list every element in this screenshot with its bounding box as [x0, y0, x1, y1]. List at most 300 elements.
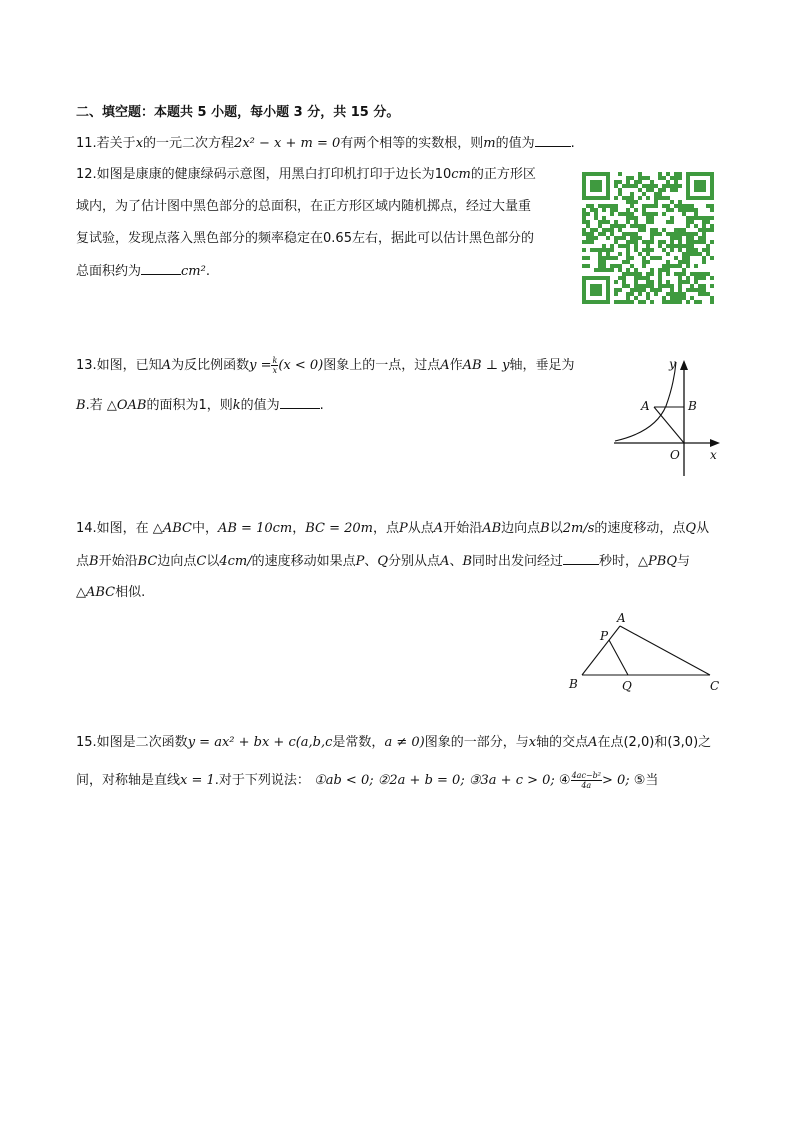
qr-module — [610, 256, 614, 260]
qr-module — [586, 236, 590, 240]
qr-module — [610, 228, 614, 232]
qr-module — [690, 252, 694, 256]
qr-module — [666, 180, 670, 184]
q12-l3-b: 左右，据此可以估计黑色部分的 — [351, 231, 534, 246]
q13-l1-c: 图象上的一点，过点 — [323, 358, 441, 373]
qr-module — [634, 276, 638, 280]
q12-l1-num: 10 — [434, 167, 452, 182]
qr-module — [606, 268, 610, 272]
qr-module — [694, 300, 698, 304]
qr-module — [674, 184, 678, 188]
question-15-line-2 — [76, 771, 658, 790]
q14-l2-v2: 4cm/ — [219, 554, 252, 569]
qr-module — [686, 252, 690, 256]
qr-module — [686, 280, 690, 284]
q12-l4-unit: cm² — [181, 264, 206, 279]
q13-figure — [610, 352, 726, 478]
qr-module — [654, 200, 658, 204]
qr-module — [634, 180, 638, 184]
qr-module — [670, 284, 674, 288]
qr-module — [654, 292, 658, 296]
question-14-line-2 — [76, 552, 690, 571]
qr-module — [662, 240, 666, 244]
qr-module — [682, 292, 686, 296]
qr-module — [618, 244, 622, 248]
qr-module — [674, 204, 678, 208]
qr-module — [642, 224, 646, 228]
qr-module — [670, 288, 674, 292]
qr-module — [678, 272, 682, 276]
qr-module — [646, 292, 650, 296]
qr-module — [694, 248, 698, 252]
qr-module — [634, 240, 638, 244]
qr-module — [582, 228, 586, 232]
qr-module — [654, 204, 658, 208]
qr-module — [634, 220, 638, 224]
q14-l1-h: 以 — [549, 521, 563, 536]
qr-module — [630, 292, 634, 296]
qr-finder-pattern — [590, 180, 602, 192]
qr-module — [690, 244, 694, 248]
qr-module — [658, 284, 662, 288]
qr-module — [686, 276, 690, 280]
q14-l2-f: 、 — [364, 554, 378, 569]
qr-module — [674, 300, 678, 304]
q13-l2-e: . — [319, 398, 324, 413]
qr-module — [626, 292, 630, 296]
qr-module — [618, 276, 622, 280]
qr-module — [670, 184, 674, 188]
q11-var-x: x — [135, 136, 144, 151]
qr-module — [630, 184, 634, 188]
qr-module — [586, 220, 590, 224]
qr-module — [670, 176, 674, 180]
qr-module — [602, 268, 606, 272]
qr-module — [650, 228, 654, 232]
qr-module — [638, 224, 642, 228]
qr-module — [654, 232, 658, 236]
qr-module — [686, 236, 690, 240]
qr-module — [662, 196, 666, 200]
qr-module — [598, 220, 602, 224]
qr-module — [626, 248, 630, 252]
qr-module — [590, 236, 594, 240]
q14-l2-C: C — [196, 554, 207, 569]
qr-module — [622, 224, 626, 228]
qr-module — [670, 300, 674, 304]
qr-module — [698, 288, 702, 292]
qr-module — [710, 276, 714, 280]
qr-module — [674, 236, 678, 240]
qr-module — [682, 280, 686, 284]
qr-module — [658, 196, 662, 200]
q12-l4-a: 总面积约为 — [76, 264, 142, 279]
qr-module — [638, 300, 642, 304]
q13-l1-a: 13.如图，已知 — [76, 358, 162, 373]
qr-module — [710, 204, 714, 208]
qr-module — [686, 208, 690, 212]
qr-module — [690, 204, 694, 208]
q15-l1-x: x — [528, 735, 537, 750]
qr-module — [678, 200, 682, 204]
qr-module — [630, 192, 634, 196]
q14-answer-blank[interactable] — [563, 552, 599, 565]
qr-module — [586, 264, 590, 268]
qr-module — [594, 248, 598, 252]
qr-module — [626, 284, 630, 288]
qr-module — [626, 300, 630, 304]
q14-l2-B2: B — [462, 554, 473, 569]
qr-module — [626, 232, 630, 236]
qr-module — [646, 260, 650, 264]
qr-finder-pattern — [694, 180, 706, 192]
qr-module — [642, 276, 646, 280]
qr-module — [614, 196, 618, 200]
q13-label-B: B — [688, 399, 697, 413]
qr-module — [678, 276, 682, 280]
qr-module — [654, 256, 658, 260]
qr-module — [658, 268, 662, 272]
qr-module — [686, 256, 690, 260]
q11-text-c: 的一元二次方程 — [143, 136, 235, 151]
qr-module — [614, 208, 618, 212]
qr-module — [614, 240, 618, 244]
qr-module — [598, 248, 602, 252]
qr-module — [710, 224, 714, 228]
qr-module — [614, 264, 618, 268]
qr-module — [622, 280, 626, 284]
qr-module — [694, 224, 698, 228]
qr-module — [666, 300, 670, 304]
qr-module — [678, 248, 682, 252]
qr-module — [642, 264, 646, 268]
q13-l2-num: 1 — [198, 398, 207, 413]
qr-module — [582, 220, 586, 224]
qr-module — [702, 288, 706, 292]
qr-module — [706, 204, 710, 208]
qr-module — [702, 284, 706, 288]
qr-module — [678, 264, 682, 268]
qr-module — [634, 200, 638, 204]
qr-module — [606, 204, 610, 208]
qr-module — [618, 236, 622, 240]
q14-l1-f: 开始沿 — [443, 521, 483, 536]
qr-module — [622, 184, 626, 188]
qr-module — [622, 284, 626, 288]
q14-l1-d: ，点 — [373, 521, 400, 536]
q14-l2-g: 分别从点 — [388, 554, 441, 569]
qr-module — [602, 260, 606, 264]
q15-l2-a: 间，对称轴是直线 — [76, 773, 181, 788]
qr-module — [646, 216, 650, 220]
qr-module — [586, 212, 590, 216]
qr-module — [626, 268, 630, 272]
qr-module — [682, 252, 686, 256]
qr-module — [626, 252, 630, 256]
qr-module — [674, 256, 678, 260]
q13-l2-a: .若 △ — [85, 398, 117, 413]
qr-module — [710, 240, 714, 244]
q13-segment-AO — [654, 407, 684, 443]
qr-module — [610, 208, 614, 212]
qr-module — [630, 256, 634, 260]
qr-module — [706, 220, 710, 224]
qr-module — [582, 212, 586, 216]
qr-module — [702, 240, 706, 244]
qr-module — [710, 216, 714, 220]
qr-module — [698, 216, 702, 220]
q14-l2-a: 点 — [76, 554, 90, 569]
qr-module — [582, 216, 586, 220]
qr-module — [694, 232, 698, 236]
qr-module — [582, 256, 586, 260]
q14-l3-a: △ — [76, 585, 86, 600]
qr-module — [602, 204, 606, 208]
qr-module — [666, 232, 670, 236]
qr-module — [650, 232, 654, 236]
qr-module — [614, 288, 618, 292]
qr-module — [710, 284, 714, 288]
qr-module — [674, 228, 678, 232]
qr-module — [634, 184, 638, 188]
qr-module — [630, 196, 634, 200]
qr-module — [614, 280, 618, 284]
qr-module — [602, 208, 606, 212]
qr-module — [658, 240, 662, 244]
q13-label-A: A — [641, 399, 650, 413]
qr-module — [618, 192, 622, 196]
qr-module — [670, 292, 674, 296]
qr-module — [666, 280, 670, 284]
q13-answer-blank[interactable] — [280, 396, 320, 409]
q13-l1-b: 为反比例函数 — [171, 358, 250, 373]
qr-module — [650, 216, 654, 220]
qr-module — [650, 268, 654, 272]
qr-module — [666, 196, 670, 200]
qr-module — [618, 180, 622, 184]
qr-module — [610, 264, 614, 268]
question-13-line-2 — [76, 396, 324, 415]
qr-module — [642, 256, 646, 260]
qr-module — [626, 216, 630, 220]
q13-l1-d: 作 — [449, 358, 463, 373]
qr-module — [634, 284, 638, 288]
qr-module — [614, 184, 618, 188]
q14-l1-B: B — [540, 521, 550, 536]
qr-module — [626, 220, 630, 224]
q13-l2-B: B — [76, 398, 86, 413]
qr-module — [706, 252, 710, 256]
qr-module — [638, 172, 642, 176]
qr-module — [678, 280, 682, 284]
qr-module — [626, 208, 630, 212]
qr-module — [670, 296, 674, 300]
qr-module — [618, 252, 622, 256]
qr-module — [646, 244, 650, 248]
qr-module — [698, 252, 702, 256]
qr-module — [586, 232, 590, 236]
qr-module — [698, 276, 702, 280]
qr-module — [678, 204, 682, 208]
q11-text-g: 的值为 — [495, 136, 535, 151]
q14-side-AC — [620, 626, 710, 675]
qr-module — [618, 300, 622, 304]
qr-module — [698, 272, 702, 276]
qr-module — [610, 268, 614, 272]
qr-module — [678, 240, 682, 244]
qr-module — [662, 284, 666, 288]
q12-answer-blank[interactable] — [141, 262, 181, 275]
q14-l2-Q: Q — [377, 554, 389, 569]
qr-module — [586, 240, 590, 244]
qr-module — [670, 208, 674, 212]
qr-module — [670, 220, 674, 224]
qr-module — [638, 228, 642, 232]
qr-module — [622, 236, 626, 240]
qr-module — [650, 280, 654, 284]
qr-module — [642, 248, 646, 252]
qr-module — [694, 280, 698, 284]
qr-module — [710, 300, 714, 304]
qr-module — [602, 256, 606, 260]
qr-module — [682, 272, 686, 276]
qr-module — [638, 272, 642, 276]
qr-module — [622, 276, 626, 280]
qr-module — [646, 220, 650, 224]
q15-l1-e: 在点 — [597, 735, 624, 750]
qr-module — [710, 208, 714, 212]
qr-module — [698, 236, 702, 240]
question-11-line — [76, 134, 575, 153]
qr-module — [618, 268, 622, 272]
qr-module — [650, 220, 654, 224]
q13-l2-OAB: OAB — [116, 398, 147, 413]
q14-l2-P: P — [355, 554, 365, 569]
qr-module — [674, 232, 678, 236]
q14-l2-h: 、 — [449, 554, 463, 569]
qr-module — [626, 244, 630, 248]
qr-module — [690, 236, 694, 240]
q11-equation: 2x² − x + m = 0 — [234, 136, 341, 151]
qr-module — [706, 244, 710, 248]
qr-module — [690, 240, 694, 244]
qr-module — [642, 228, 646, 232]
q15-statement-2: ②2a + b = 0; — [377, 773, 465, 788]
q14-segment-PQ — [609, 640, 628, 675]
qr-module — [606, 248, 610, 252]
qr-module — [626, 260, 630, 264]
qr-module — [630, 200, 634, 204]
qr-module — [666, 208, 670, 212]
qr-module — [678, 232, 682, 236]
qr-module — [654, 212, 658, 216]
qr-module — [658, 188, 662, 192]
qr-module — [694, 288, 698, 292]
q15-statement-5: ⑤当 — [633, 773, 659, 788]
qr-module — [590, 240, 594, 244]
qr-module — [678, 284, 682, 288]
qr-module — [646, 276, 650, 280]
qr-module — [674, 172, 678, 176]
qr-module — [702, 260, 706, 264]
qr-module — [678, 288, 682, 292]
qr-module — [670, 200, 674, 204]
qr-module — [610, 244, 614, 248]
qr-module — [650, 236, 654, 240]
q13-l2-d: 的值为 — [240, 398, 280, 413]
qr-module — [702, 276, 706, 280]
question-12-line-4 — [76, 262, 210, 281]
qr-module — [654, 184, 658, 188]
qr-module — [662, 212, 666, 216]
qr-module — [706, 216, 710, 220]
q14-l2-b: 开始沿 — [98, 554, 138, 569]
qr-module — [626, 240, 630, 244]
q13-l1-A: A — [161, 358, 172, 373]
qr-module — [586, 224, 590, 228]
qr-module — [654, 192, 658, 196]
q15-l1-d: 轴的交点 — [536, 735, 589, 750]
qr-module — [658, 276, 662, 280]
qr-module — [666, 184, 670, 188]
qr-module — [626, 176, 630, 180]
qr-module — [650, 180, 654, 184]
q13-label-O: O — [670, 448, 680, 462]
qr-module — [634, 280, 638, 284]
q14-l1-g: 边向点 — [501, 521, 541, 536]
qr-module — [690, 232, 694, 236]
qr-module — [598, 268, 602, 272]
q14-l1-Q: Q — [685, 521, 697, 536]
q14-l1-P: P — [399, 521, 408, 536]
qr-module — [602, 216, 606, 220]
qr-module — [702, 224, 706, 228]
qr-module — [662, 248, 666, 252]
qr-module — [678, 208, 682, 212]
qr-module — [658, 232, 662, 236]
qr-module — [702, 216, 706, 220]
question-14-line-3 — [76, 584, 145, 602]
qr-module — [594, 208, 598, 212]
health-green-code-qr-icon — [582, 172, 714, 304]
qr-module — [666, 252, 670, 256]
qr-module — [694, 252, 698, 256]
q15-s4-mark: ④ — [558, 773, 571, 788]
qr-module — [654, 228, 658, 232]
q11-answer-blank[interactable] — [535, 134, 571, 147]
qr-module — [658, 256, 662, 260]
q15-s4-num: 4ac−b² — [571, 771, 601, 780]
qr-module — [638, 276, 642, 280]
qr-module — [642, 184, 646, 188]
qr-module — [582, 264, 586, 268]
qr-module — [698, 292, 702, 296]
qr-module — [618, 212, 622, 216]
qr-module — [630, 300, 634, 304]
qr-module — [630, 204, 634, 208]
qr-module — [698, 228, 702, 232]
qr-module — [642, 212, 646, 216]
qr-module — [690, 296, 694, 300]
qr-module — [682, 260, 686, 264]
qr-module — [634, 224, 638, 228]
q13-l1-A2: A — [440, 358, 450, 373]
q14-l1-eq1: AB = 10cm — [217, 521, 293, 536]
q14-l1-c: ， — [292, 521, 306, 536]
qr-module — [674, 292, 678, 296]
q14-l1-eq2: BC = 20m — [305, 521, 374, 536]
qr-module — [678, 184, 682, 188]
